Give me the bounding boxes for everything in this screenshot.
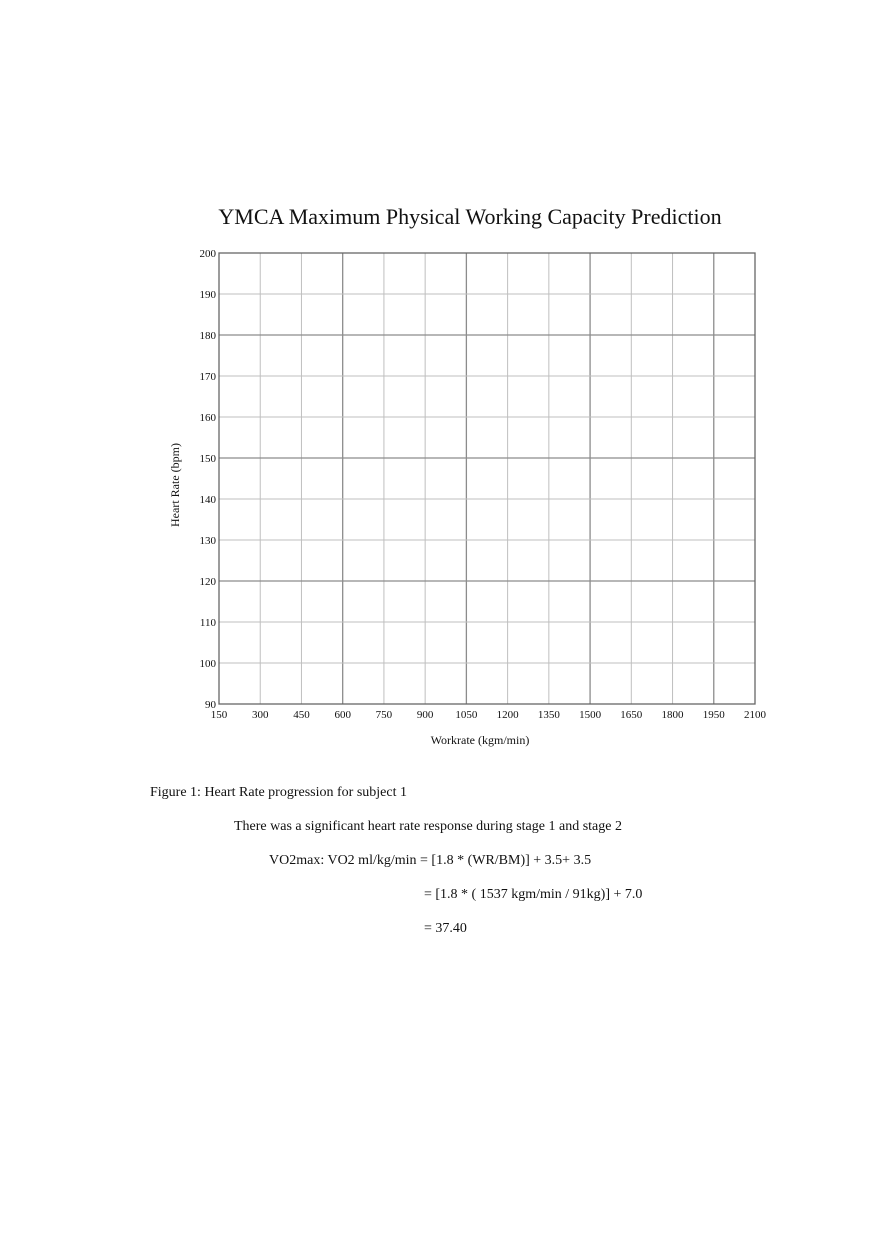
- x-tick-label: 1200: [496, 709, 519, 721]
- y-tick-label: 130: [199, 535, 216, 547]
- y-tick-label: 200: [199, 248, 216, 260]
- y-tick-label: 180: [199, 330, 216, 342]
- y-tick-label: 90: [205, 699, 216, 711]
- x-tick-label: 1800: [661, 709, 684, 721]
- y-tick-label: 150: [199, 453, 216, 465]
- y-tick-label: 110: [199, 617, 216, 629]
- y-axis-label: Heart Rate (bpm): [168, 443, 182, 527]
- x-tick-label: 600: [334, 709, 351, 721]
- x-tick-label: 300: [251, 709, 269, 721]
- x-axis-label: Workrate (kgm/min): [430, 733, 530, 747]
- response-note: There was a significant heart rate response during stage 1 and stage 2: [234, 819, 622, 834]
- chart-grid: [219, 253, 755, 704]
- x-tick-label: 1650: [620, 709, 643, 721]
- x-tick-label: 1050: [455, 709, 478, 721]
- x-tick-label: 150: [210, 709, 228, 721]
- vo2max-result: = 37.40: [424, 921, 467, 936]
- y-tick-label: 140: [199, 494, 216, 506]
- x-tick-label: 2100: [744, 709, 766, 721]
- y-tick-label: 120: [199, 576, 216, 588]
- x-axis-ticks: [211, 709, 767, 721]
- y-tick-label: 100: [199, 658, 216, 670]
- plot-area-frame: [219, 253, 755, 704]
- chart-title: YMCA Maximum Physical Working Capacity Prediction: [218, 204, 722, 229]
- y-tick-label: 160: [199, 412, 216, 424]
- x-tick-label: 1350: [537, 709, 560, 721]
- x-tick-label: 1500: [579, 709, 602, 721]
- x-tick-label: 900: [416, 709, 434, 721]
- vo2max-formula: VO2max: VO2 ml/kg/min = [1.8 * (WR/BM)] + 3.5+ 3.5: [269, 853, 592, 868]
- vo2max-calculation: = [1.8 * ( 1537 kgm/min / 91kg)] + 7.0: [424, 887, 643, 902]
- x-tick-label: 1950: [702, 709, 725, 721]
- figure-caption: Figure 1: Heart Rate progression for subject 1: [150, 785, 407, 800]
- y-tick-label: 190: [199, 289, 216, 301]
- y-axis-ticks: [200, 248, 217, 711]
- x-tick-label: 450: [293, 709, 310, 721]
- x-tick-label: 750: [375, 709, 393, 721]
- y-tick-label: 170: [199, 371, 216, 383]
